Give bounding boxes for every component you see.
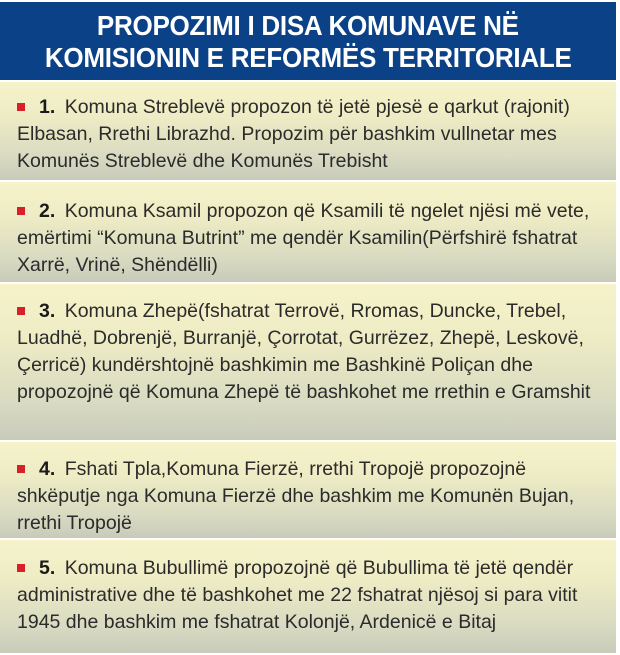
red-square-bullet-icon [17, 103, 25, 111]
proposal-item-4 [0, 442, 616, 538]
item-text: Komuna Bubullimë propozojnë që Bubullima të jetë qendër administrative dhe të bashkohet me 22 fshatrat njësoj si para vitit 1945 dhe bashkim me fshatrat Kolonjë, Ardenicë e Bitaj [17, 557, 578, 633]
item-text: Komuna Streblevë propozon të jetë pjesë e qarkut (rajonit) Elbasan, Rrethi Librazhd. Propozim për bashkim vullnetar mes Komunës Streblevë dhe Komunës Trebisht [17, 96, 570, 172]
item-text: Komuna Zhepë(fshatrat Terrovë, Rromas, Duncke, Trebel, Luadhë, Dobrenjë, Burranjë, Çorrotat, Gurrëzez, Zhepë, Leskovë, Çerricë) kundërshtojnë bashkimin me Bashkinë Poliçan dhe propozojnë që Komuna Zhepë të bashkohet me rrethin e Gramshit [17, 300, 591, 403]
item-number: 3. [39, 300, 56, 322]
item-text: Fshati Tpla,Komuna Fierzë, rrethi Tropojë propozojnë shkëputje nga Komuna Fierzë dhe bashkim me Komunën Bujan, rrethi Tropojë [17, 458, 575, 534]
proposal-item-1 [0, 82, 616, 180]
proposal-item-5 [0, 540, 616, 653]
item-number: 1. [39, 96, 56, 118]
item-number: 4. [39, 458, 56, 480]
proposal-item-3 [0, 284, 616, 440]
title-line-1: PROPOZIMI I DISA KOMUNAVE NË [97, 10, 519, 41]
title-banner [0, 2, 616, 80]
red-square-bullet-icon [17, 465, 25, 473]
item-text: Komuna Ksamil propozon që Ksamili të ngelet njësi më vete, emërtimi “Komuna Butrint” me qendër Ksamilin(Përfshirë fshatrat Xarrë, Vrinë, Shëndëlli) [17, 200, 590, 276]
title-line-2: KOMISIONIN E REFORMËS TERRITORIALE [44, 42, 572, 73]
infobox [0, 2, 616, 653]
red-square-bullet-icon [17, 207, 25, 215]
item-number: 2. [39, 200, 56, 222]
red-square-bullet-icon [17, 307, 25, 315]
item-number: 5. [39, 557, 56, 579]
red-square-bullet-icon [17, 564, 25, 572]
proposal-item-2 [0, 182, 616, 282]
